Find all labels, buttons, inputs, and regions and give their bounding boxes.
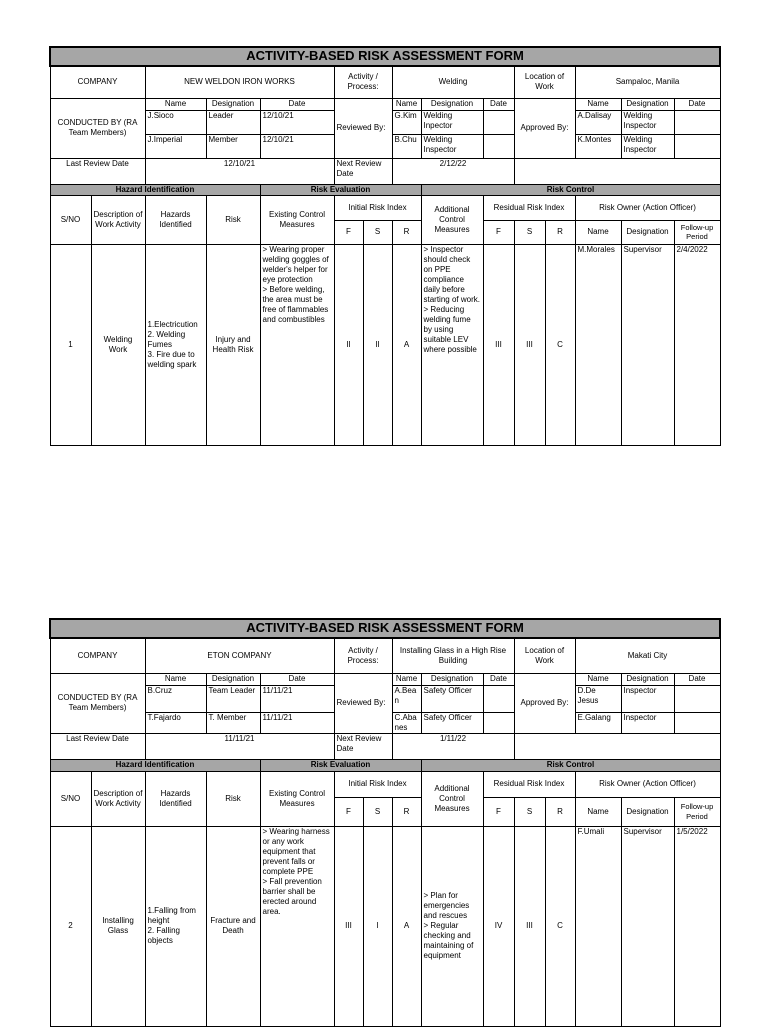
initial-r-header: R — [392, 220, 421, 244]
conducted-date: 11/11/21 — [260, 712, 334, 733]
sno-header: S/NO — [50, 195, 91, 244]
reviewed-designation: Welding Inpector — [421, 110, 483, 134]
last-review-label: Last Review Date — [50, 733, 145, 759]
col-date: Date — [674, 673, 720, 685]
hazard-identification-header: Hazard Identification — [50, 184, 260, 195]
conducted-name: J.Imperial — [145, 134, 206, 158]
existing-control-header: Existing Control Measures — [260, 771, 334, 826]
approved-designation: Welding Inspector — [621, 134, 674, 158]
col-name: Name — [392, 673, 421, 685]
risk-assessment-form-1 — [49, 46, 719, 446]
initial-r-header: R — [392, 797, 421, 826]
risk-owner-header: Risk Owner (Action Officer) — [575, 771, 720, 797]
next-review-value: 2/12/22 — [392, 158, 514, 184]
location-label: Location of Work — [514, 638, 575, 673]
row-hazards: 1.Electricution 2. Welding Fumes 3. Fire due to welding spark — [145, 244, 206, 445]
row-additional-control: > Plan for emergencies and rescues > Regular checking and maintaining of equipment — [421, 826, 483, 1026]
risk-control-header: Risk Control — [421, 184, 720, 195]
reviewed-name: B.Chu — [392, 134, 421, 158]
approved-date — [674, 685, 720, 712]
approved-label: Approved By: — [514, 98, 575, 158]
company-label: COMPANY — [50, 638, 145, 673]
conducted-designation: T. Member — [206, 712, 260, 733]
row-residual-s: III — [514, 826, 545, 1026]
owner-designation-header: Designation — [621, 797, 674, 826]
activity-label: Activity / Process: — [334, 66, 392, 98]
reviewed-date — [483, 712, 514, 733]
reviewed-date — [483, 685, 514, 712]
residual-s-header: S — [514, 220, 545, 244]
col-designation: Designation — [421, 98, 483, 110]
sno-header: S/NO — [50, 771, 91, 826]
approved-name: K.Montes — [575, 134, 621, 158]
conducted-date: 12/10/21 — [260, 134, 334, 158]
approved-date — [674, 712, 720, 733]
form-table — [49, 46, 721, 446]
row-followup: 2/4/2022 — [674, 244, 720, 445]
location-value: Sampaloc, Manila — [575, 66, 720, 98]
followup-header: Follow-up Period — [674, 797, 720, 826]
col-date: Date — [674, 98, 720, 110]
row-initial-r: A — [392, 826, 421, 1026]
approved-designation: Welding Inspector — [621, 110, 674, 134]
followup-header: Follow-up Period — [674, 220, 720, 244]
col-name: Name — [575, 98, 621, 110]
row-initial-s: I — [363, 826, 392, 1026]
description-header: Description of Work Activity — [91, 771, 145, 826]
col-date: Date — [483, 673, 514, 685]
reviewed-label: Reviewed By: — [334, 98, 392, 158]
activity-value: Installing Glass in a High Rise Building — [392, 638, 514, 673]
row-residual-r: C — [545, 826, 575, 1026]
risk-evaluation-header: Risk Evaluation — [260, 759, 421, 771]
description-header: Description of Work Activity — [91, 195, 145, 244]
conducted-designation: Member — [206, 134, 260, 158]
col-name: Name — [145, 673, 206, 685]
owner-designation-header: Designation — [621, 220, 674, 244]
approved-name: D.De Jesus — [575, 685, 621, 712]
col-designation: Designation — [621, 673, 674, 685]
conducted-name: J.Sioco — [145, 110, 206, 134]
risk-header: Risk — [206, 771, 260, 826]
approved-name: E.Galang — [575, 712, 621, 733]
row-additional-control: > Inspector should check on PPE compliance daily before starting of work. > Reducing welding fume by using suitable LEV where possible — [421, 244, 483, 445]
conducted-date: 12/10/21 — [260, 110, 334, 134]
row-residual-f: IV — [483, 826, 514, 1026]
row-followup: 1/5/2022 — [674, 826, 720, 1026]
residual-risk-header: Residual Risk Index — [483, 771, 575, 797]
row-hazards: 1.Falling from height 2. Falling objects — [145, 826, 206, 1026]
reviewed-date — [483, 110, 514, 134]
blank-cell — [514, 733, 720, 759]
conducted-label: CONDUCTED BY (RA Team Members) — [50, 673, 145, 733]
reviewed-label: Reviewed By: — [334, 673, 392, 733]
row-initial-r: A — [392, 244, 421, 445]
row-description: Installing Glass — [91, 826, 145, 1026]
residual-risk-header: Residual Risk Index — [483, 195, 575, 220]
approved-designation: Inspector — [621, 685, 674, 712]
owner-name-header: Name — [575, 797, 621, 826]
approved-designation: Inspector — [621, 712, 674, 733]
row-owner-name: M.Morales — [575, 244, 621, 445]
company-value: ETON COMPANY — [145, 638, 334, 673]
row-residual-s: III — [514, 244, 545, 445]
row-owner-designation: Supervisor — [621, 826, 674, 1026]
row-owner-name: F.Umali — [575, 826, 621, 1026]
approved-label: Approved By: — [514, 673, 575, 733]
col-name: Name — [145, 98, 206, 110]
residual-s-header: S — [514, 797, 545, 826]
hazard-identification-header: Hazard Identification — [50, 759, 260, 771]
row-existing-control: > Wearing proper welding goggles of welder's helper for eye protection > Before welding, the area must be free of flammables and combustibles — [260, 244, 334, 445]
approved-date — [674, 110, 720, 134]
last-review-label: Last Review Date — [50, 158, 145, 184]
row-initial-f: II — [334, 244, 363, 445]
conducted-designation: Team Leader — [206, 685, 260, 712]
company-label: COMPANY — [50, 66, 145, 98]
form-title: ACTIVITY-BASED RISK ASSESSMENT FORM — [50, 47, 720, 66]
row-description: Welding Work — [91, 244, 145, 445]
col-name: Name — [575, 673, 621, 685]
owner-name-header: Name — [575, 220, 621, 244]
initial-s-header: S — [363, 797, 392, 826]
reviewed-designation: Safety Officer — [421, 685, 483, 712]
company-value: NEW WELDON IRON WORKS — [145, 66, 334, 98]
last-review-value: 11/11/21 — [145, 733, 334, 759]
form-table — [49, 618, 721, 1027]
existing-control-header: Existing Control Measures — [260, 195, 334, 244]
col-name: Name — [392, 98, 421, 110]
row-owner-designation: Supervisor — [621, 244, 674, 445]
blank-cell — [514, 158, 720, 184]
initial-s-header: S — [363, 220, 392, 244]
additional-control-header: Additional Control Measures — [421, 195, 483, 244]
col-date: Date — [260, 98, 334, 110]
next-review-label: Next Review Date — [334, 733, 392, 759]
approved-name: A.Dalisay — [575, 110, 621, 134]
risk-assessment-form-2 — [49, 618, 719, 1027]
risk-evaluation-header: Risk Evaluation — [260, 184, 421, 195]
residual-f-header: F — [483, 797, 514, 826]
hazards-header: Hazards Identified — [145, 195, 206, 244]
approved-date — [674, 134, 720, 158]
residual-r-header: R — [545, 220, 575, 244]
risk-control-header: Risk Control — [421, 759, 720, 771]
residual-r-header: R — [545, 797, 575, 826]
activity-label: Activity / Process: — [334, 638, 392, 673]
row-existing-control: > Wearing harness or any work equipment that prevent falls or complete PPE > Fall prevention barrier shall be erected around area. — [260, 826, 334, 1026]
col-date: Date — [260, 673, 334, 685]
initial-risk-header: Initial Risk Index — [334, 195, 421, 220]
next-review-value: 1/11/22 — [392, 733, 514, 759]
location-value: Makati City — [575, 638, 720, 673]
col-designation: Designation — [206, 673, 260, 685]
conducted-name: T.Fajardo — [145, 712, 206, 733]
risk-header: Risk — [206, 195, 260, 244]
reviewed-date — [483, 134, 514, 158]
col-designation: Designation — [421, 673, 483, 685]
row-risk: Fracture and Death — [206, 826, 260, 1026]
additional-control-header: Additional Control Measures — [421, 771, 483, 826]
conducted-date: 11/11/21 — [260, 685, 334, 712]
row-sno: 2 — [50, 826, 91, 1026]
location-label: Location of Work — [514, 66, 575, 98]
col-designation: Designation — [206, 98, 260, 110]
reviewed-name: A.Bean — [392, 685, 421, 712]
row-initial-s: II — [363, 244, 392, 445]
residual-f-header: F — [483, 220, 514, 244]
initial-risk-header: Initial Risk Index — [334, 771, 421, 797]
next-review-label: Next Review Date — [334, 158, 392, 184]
conducted-label: CONDUCTED BY (RA Team Members) — [50, 98, 145, 158]
col-designation: Designation — [621, 98, 674, 110]
initial-f-header: F — [334, 797, 363, 826]
reviewed-designation: Welding Inspector — [421, 134, 483, 158]
row-initial-f: III — [334, 826, 363, 1026]
row-residual-r: C — [545, 244, 575, 445]
col-date: Date — [483, 98, 514, 110]
activity-value: Welding — [392, 66, 514, 98]
conducted-name: B.Cruz — [145, 685, 206, 712]
reviewed-name: C.Abanes — [392, 712, 421, 733]
form-title: ACTIVITY-BASED RISK ASSESSMENT FORM — [50, 619, 720, 638]
initial-f-header: F — [334, 220, 363, 244]
row-risk: Injury and Health Risk — [206, 244, 260, 445]
last-review-value: 12/10/21 — [145, 158, 334, 184]
risk-owner-header: Risk Owner (Action Officer) — [575, 195, 720, 220]
reviewed-designation: Safety Officer — [421, 712, 483, 733]
reviewed-name: G.Kim — [392, 110, 421, 134]
hazards-header: Hazards Identified — [145, 771, 206, 826]
row-sno: 1 — [50, 244, 91, 445]
conducted-designation: Leader — [206, 110, 260, 134]
row-residual-f: III — [483, 244, 514, 445]
